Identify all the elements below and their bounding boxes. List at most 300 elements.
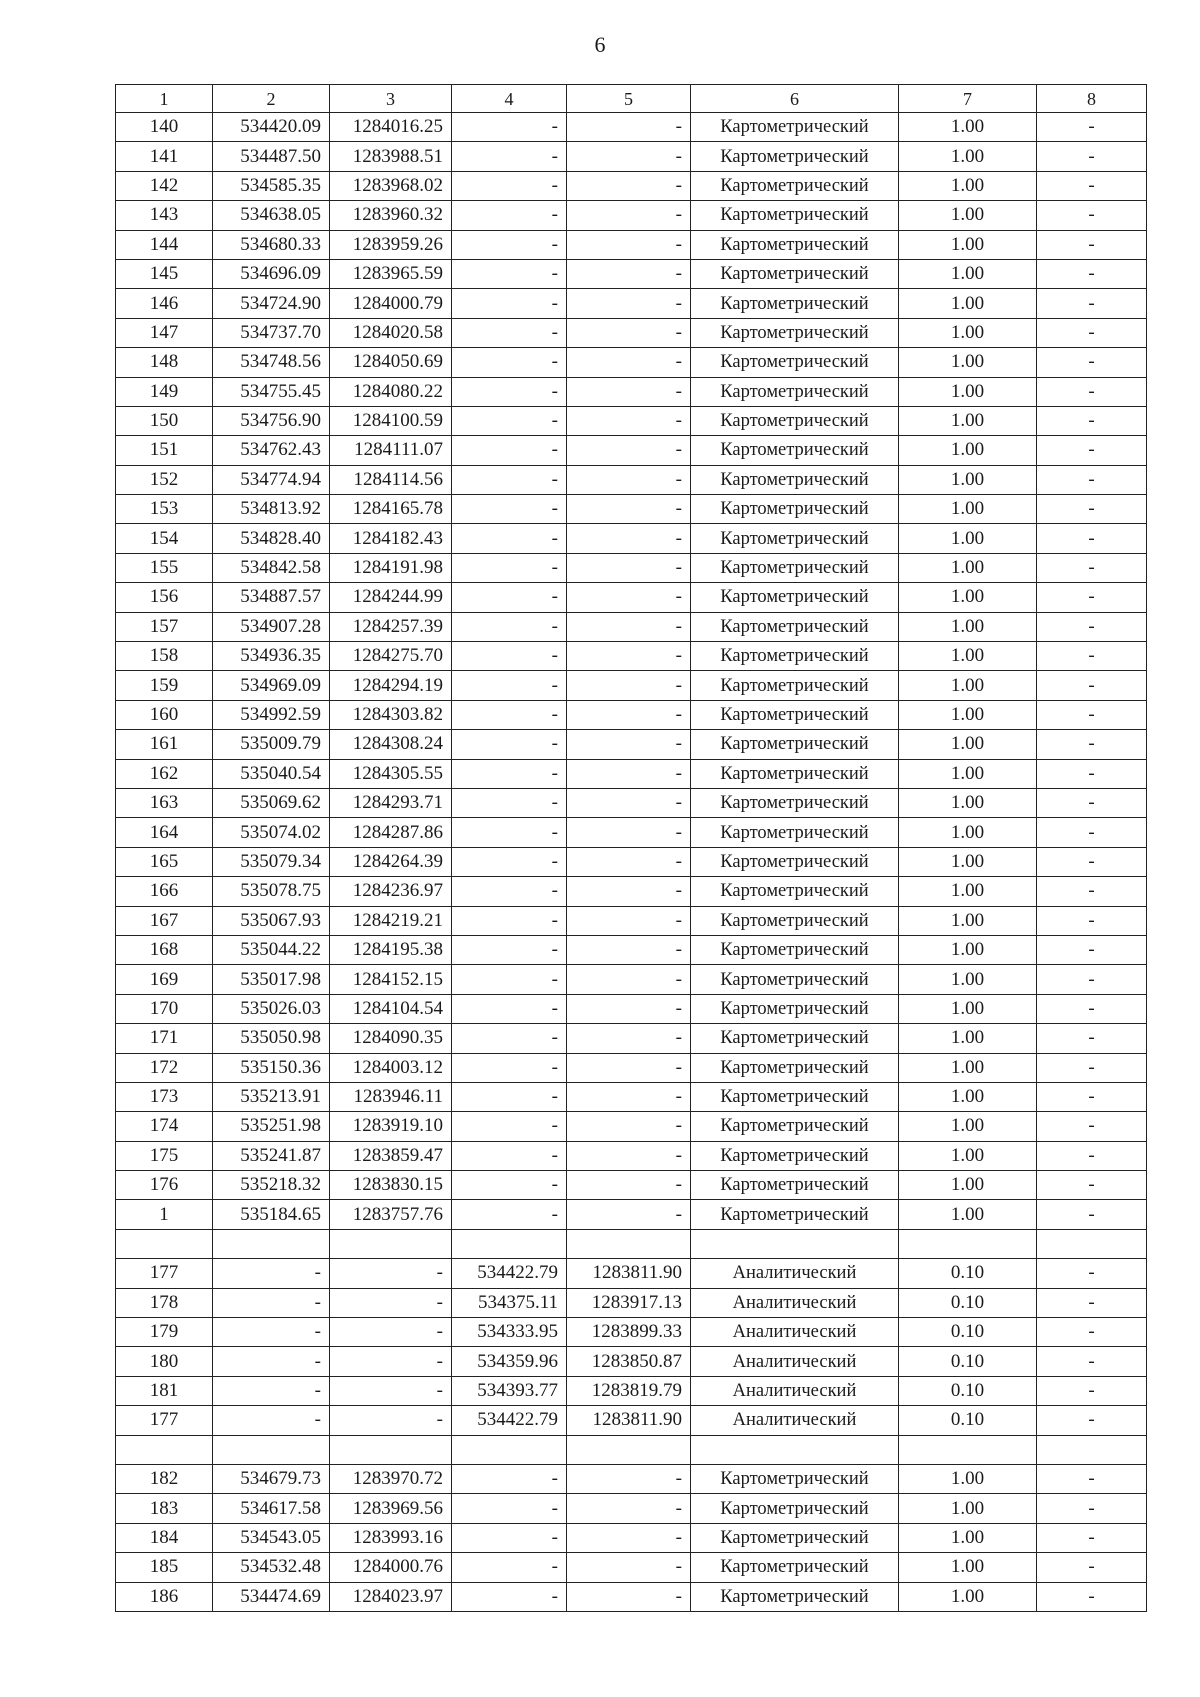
x-new-cell: 534422.79 [452, 1259, 567, 1288]
y-new-cell: - [567, 1494, 691, 1523]
point-number-cell: 165 [116, 847, 213, 876]
accuracy-cell: 1.00 [899, 1053, 1037, 1082]
accuracy-cell: 1.00 [899, 583, 1037, 612]
description-cell: - [1037, 318, 1147, 347]
x-coordinate-cell [213, 1229, 330, 1258]
method-cell: Картометрический [691, 700, 899, 729]
y-coordinate-cell: 1284305.55 [330, 759, 452, 788]
x-coordinate-cell: - [213, 1318, 330, 1347]
table-row [116, 1259, 1147, 1288]
table-row [116, 671, 1147, 700]
table-row [116, 759, 1147, 788]
point-number-cell: 150 [116, 406, 213, 435]
point-number-cell: 172 [116, 1053, 213, 1082]
table-row [116, 1553, 1147, 1582]
x-coordinate-cell: 535017.98 [213, 965, 330, 994]
x-coordinate-cell: 535050.98 [213, 1024, 330, 1053]
x-new-cell: - [452, 583, 567, 612]
method-cell [691, 1435, 899, 1464]
y-new-cell: - [567, 553, 691, 582]
method-cell: Картометрический [691, 1582, 899, 1611]
method-cell: Аналитический [691, 1347, 899, 1376]
accuracy-cell: 1.00 [899, 730, 1037, 759]
table-row [116, 1318, 1147, 1347]
x-coordinate-cell: - [213, 1347, 330, 1376]
y-new-cell: - [567, 113, 691, 142]
description-cell [1037, 1229, 1147, 1258]
y-coordinate-cell: 1284275.70 [330, 642, 452, 671]
accuracy-cell: 1.00 [899, 1082, 1037, 1111]
accuracy-cell: 0.10 [899, 1318, 1037, 1347]
description-cell: - [1037, 465, 1147, 494]
accuracy-cell: 1.00 [899, 1171, 1037, 1200]
table-row [116, 201, 1147, 230]
y-coordinate-cell: 1283960.32 [330, 201, 452, 230]
method-cell: Картометрический [691, 259, 899, 288]
point-number-cell: 175 [116, 1141, 213, 1170]
description-cell: - [1037, 113, 1147, 142]
y-coordinate-cell: 1283757.76 [330, 1200, 452, 1229]
y-coordinate-cell: 1284111.07 [330, 436, 452, 465]
table-row [116, 1171, 1147, 1200]
y-new-cell: - [567, 524, 691, 553]
method-cell: Картометрический [691, 495, 899, 524]
description-cell: - [1037, 1082, 1147, 1111]
y-coordinate-cell: 1284003.12 [330, 1053, 452, 1082]
x-coordinate-cell: 535040.54 [213, 759, 330, 788]
description-cell: - [1037, 818, 1147, 847]
y-coordinate-cell: 1284219.21 [330, 906, 452, 935]
method-cell [691, 1229, 899, 1258]
point-number-cell: 140 [116, 113, 213, 142]
method-cell: Картометрический [691, 1464, 899, 1493]
x-new-cell: - [452, 1200, 567, 1229]
coordinates-table [115, 84, 1147, 1612]
x-coordinate-cell: 535150.36 [213, 1053, 330, 1082]
accuracy-cell: 1.00 [899, 1582, 1037, 1611]
accuracy-cell: 1.00 [899, 847, 1037, 876]
point-number-cell: 185 [116, 1553, 213, 1582]
point-number-cell: 145 [116, 259, 213, 288]
x-new-cell: 534393.77 [452, 1376, 567, 1405]
y-coordinate-cell: - [330, 1376, 452, 1405]
table-row [116, 1229, 1147, 1258]
point-number-cell [116, 1435, 213, 1464]
table-row [116, 524, 1147, 553]
y-new-cell: - [567, 1053, 691, 1082]
description-cell [1037, 1435, 1147, 1464]
table-row [116, 1582, 1147, 1611]
y-new-cell: - [567, 994, 691, 1023]
accuracy-cell: 1.00 [899, 1200, 1037, 1229]
y-coordinate-cell: 1284114.56 [330, 465, 452, 494]
x-coordinate-cell: 534617.58 [213, 1494, 330, 1523]
y-new-cell: 1283917.13 [567, 1288, 691, 1317]
accuracy-cell: 1.00 [899, 436, 1037, 465]
y-coordinate-cell: 1284104.54 [330, 994, 452, 1023]
x-new-cell: - [452, 465, 567, 494]
accuracy-cell: 1.00 [899, 877, 1037, 906]
table-row [116, 730, 1147, 759]
description-cell: - [1037, 759, 1147, 788]
y-new-cell: 1283811.90 [567, 1259, 691, 1288]
y-new-cell: - [567, 1582, 691, 1611]
x-coordinate-cell: 534679.73 [213, 1464, 330, 1493]
description-cell: - [1037, 142, 1147, 171]
y-coordinate-cell: 1284000.79 [330, 289, 452, 318]
x-new-cell: 534359.96 [452, 1347, 567, 1376]
point-number-cell: 149 [116, 377, 213, 406]
accuracy-cell: 1.00 [899, 230, 1037, 259]
method-cell: Картометрический [691, 524, 899, 553]
y-new-cell: - [567, 1024, 691, 1053]
y-new-cell [567, 1229, 691, 1258]
y-coordinate-cell: 1284165.78 [330, 495, 452, 524]
page-number: 6 [594, 32, 606, 57]
method-cell: Картометрический [691, 1494, 899, 1523]
method-cell: Картометрический [691, 877, 899, 906]
table-row [116, 1376, 1147, 1405]
x-new-cell [452, 1435, 567, 1464]
description-cell: - [1037, 1347, 1147, 1376]
y-coordinate-cell: 1283993.16 [330, 1523, 452, 1552]
y-new-cell: - [567, 847, 691, 876]
method-cell: Аналитический [691, 1259, 899, 1288]
x-coordinate-cell: 534543.05 [213, 1523, 330, 1552]
table-row [116, 289, 1147, 318]
y-new-cell: - [567, 583, 691, 612]
x-new-cell: - [452, 553, 567, 582]
y-new-cell: - [567, 965, 691, 994]
y-coordinate-cell: 1283988.51 [330, 142, 452, 171]
point-number-cell [116, 1229, 213, 1258]
description-cell: - [1037, 1553, 1147, 1582]
point-number-cell: 156 [116, 583, 213, 612]
table-row [116, 1288, 1147, 1317]
table-row [116, 142, 1147, 171]
point-number-cell: 177 [116, 1259, 213, 1288]
x-new-cell: - [452, 700, 567, 729]
y-new-cell: 1283819.79 [567, 1376, 691, 1405]
method-cell: Картометрический [691, 612, 899, 641]
x-new-cell: - [452, 1523, 567, 1552]
x-coordinate-cell: - [213, 1259, 330, 1288]
accuracy-cell: 1.00 [899, 642, 1037, 671]
description-cell: - [1037, 642, 1147, 671]
accuracy-cell: 0.10 [899, 1347, 1037, 1376]
y-coordinate-cell: 1284264.39 [330, 847, 452, 876]
x-new-cell: - [452, 201, 567, 230]
method-cell: Картометрический [691, 935, 899, 964]
y-new-cell: - [567, 171, 691, 200]
table-row [116, 1494, 1147, 1523]
description-cell: - [1037, 406, 1147, 435]
point-number-cell: 161 [116, 730, 213, 759]
point-number-cell: 157 [116, 612, 213, 641]
x-coordinate-cell: 535078.75 [213, 877, 330, 906]
x-coordinate-cell: 535026.03 [213, 994, 330, 1023]
x-new-cell: - [452, 642, 567, 671]
column-header: 4 [452, 85, 567, 113]
accuracy-cell: 1.00 [899, 818, 1037, 847]
point-number-cell: 183 [116, 1494, 213, 1523]
point-number-cell: 176 [116, 1171, 213, 1200]
x-new-cell: 534333.95 [452, 1318, 567, 1347]
description-cell: - [1037, 1053, 1147, 1082]
method-cell: Картометрический [691, 171, 899, 200]
x-coordinate-cell: 534585.35 [213, 171, 330, 200]
y-new-cell: - [567, 1082, 691, 1111]
x-coordinate-cell [213, 1435, 330, 1464]
method-cell: Картометрический [691, 906, 899, 935]
method-cell: Картометрический [691, 289, 899, 318]
table-row [116, 1112, 1147, 1141]
accuracy-cell: 1.00 [899, 289, 1037, 318]
accuracy-cell: 0.10 [899, 1259, 1037, 1288]
accuracy-cell [899, 1229, 1037, 1258]
accuracy-cell: 1.00 [899, 553, 1037, 582]
column-header: 5 [567, 85, 691, 113]
accuracy-cell: 1.00 [899, 1141, 1037, 1170]
x-new-cell: - [452, 230, 567, 259]
y-new-cell: - [567, 1171, 691, 1200]
accuracy-cell: 1.00 [899, 1523, 1037, 1552]
point-number-cell: 155 [116, 553, 213, 582]
x-coordinate-cell: 534907.28 [213, 612, 330, 641]
method-cell: Картометрический [691, 348, 899, 377]
accuracy-cell: 1.00 [899, 259, 1037, 288]
accuracy-cell: 1.00 [899, 142, 1037, 171]
y-coordinate-cell: 1283859.47 [330, 1141, 452, 1170]
accuracy-cell: 0.10 [899, 1376, 1037, 1405]
y-new-cell: - [567, 818, 691, 847]
description-cell: - [1037, 847, 1147, 876]
accuracy-cell: 1.00 [899, 1112, 1037, 1141]
y-new-cell: - [567, 877, 691, 906]
x-new-cell: - [452, 1024, 567, 1053]
x-new-cell: - [452, 1082, 567, 1111]
table-row [116, 877, 1147, 906]
point-number-cell: 178 [116, 1288, 213, 1317]
table-row [116, 994, 1147, 1023]
y-coordinate-cell: 1284294.19 [330, 671, 452, 700]
method-cell: Картометрический [691, 671, 899, 700]
method-cell: Картометрический [691, 1024, 899, 1053]
x-coordinate-cell: 534992.59 [213, 700, 330, 729]
y-new-cell: - [567, 642, 691, 671]
point-number-cell: 147 [116, 318, 213, 347]
x-coordinate-cell: 534487.50 [213, 142, 330, 171]
x-coordinate-cell: 534774.94 [213, 465, 330, 494]
method-cell: Аналитический [691, 1376, 899, 1405]
description-cell: - [1037, 730, 1147, 759]
point-number-cell: 168 [116, 935, 213, 964]
accuracy-cell: 1.00 [899, 495, 1037, 524]
x-new-cell: - [452, 818, 567, 847]
y-new-cell: - [567, 1553, 691, 1582]
description-cell: - [1037, 230, 1147, 259]
x-coordinate-cell: - [213, 1288, 330, 1317]
description-cell: - [1037, 877, 1147, 906]
table-row [116, 113, 1147, 142]
method-cell: Картометрический [691, 377, 899, 406]
table-row [116, 259, 1147, 288]
x-new-cell: - [452, 1553, 567, 1582]
description-cell: - [1037, 1582, 1147, 1611]
y-new-cell: - [567, 1200, 691, 1229]
accuracy-cell: 1.00 [899, 1553, 1037, 1582]
x-new-cell: - [452, 612, 567, 641]
x-new-cell: - [452, 377, 567, 406]
x-new-cell: - [452, 289, 567, 318]
x-coordinate-cell: 534887.57 [213, 583, 330, 612]
table-row [116, 1082, 1147, 1111]
accuracy-cell: 1.00 [899, 171, 1037, 200]
y-coordinate-cell: 1284195.38 [330, 935, 452, 964]
y-coordinate-cell: 1284191.98 [330, 553, 452, 582]
method-cell: Картометрический [691, 730, 899, 759]
point-number-cell: 180 [116, 1347, 213, 1376]
table-row [116, 318, 1147, 347]
accuracy-cell: 1.00 [899, 759, 1037, 788]
accuracy-cell: 1.00 [899, 465, 1037, 494]
table-row [116, 935, 1147, 964]
description-cell: - [1037, 1406, 1147, 1435]
y-new-cell: - [567, 436, 691, 465]
method-cell: Картометрический [691, 318, 899, 347]
description-cell: - [1037, 524, 1147, 553]
table-row [116, 965, 1147, 994]
y-new-cell: - [567, 201, 691, 230]
point-number-cell: 173 [116, 1082, 213, 1111]
y-coordinate-cell: 1284257.39 [330, 612, 452, 641]
description-cell: - [1037, 994, 1147, 1023]
y-coordinate-cell: 1284308.24 [330, 730, 452, 759]
x-new-cell: - [452, 906, 567, 935]
table-row [116, 700, 1147, 729]
accuracy-cell: 1.00 [899, 994, 1037, 1023]
y-coordinate-cell: 1283968.02 [330, 171, 452, 200]
y-coordinate-cell: 1284244.99 [330, 583, 452, 612]
x-coordinate-cell: 534828.40 [213, 524, 330, 553]
x-coordinate-cell: 535218.32 [213, 1171, 330, 1200]
accuracy-cell: 1.00 [899, 965, 1037, 994]
description-cell: - [1037, 906, 1147, 935]
point-number-cell: 142 [116, 171, 213, 200]
x-new-cell: - [452, 877, 567, 906]
accuracy-cell: 1.00 [899, 700, 1037, 729]
y-coordinate-cell: 1284100.59 [330, 406, 452, 435]
y-coordinate-cell: 1284152.15 [330, 965, 452, 994]
x-coordinate-cell: 534756.90 [213, 406, 330, 435]
table-row [116, 436, 1147, 465]
point-number-cell: 144 [116, 230, 213, 259]
x-new-cell: - [452, 788, 567, 817]
point-number-cell: 184 [116, 1523, 213, 1552]
y-coordinate-cell: 1283959.26 [330, 230, 452, 259]
y-coordinate-cell: 1284080.22 [330, 377, 452, 406]
accuracy-cell: 1.00 [899, 935, 1037, 964]
y-coordinate-cell: 1284020.58 [330, 318, 452, 347]
method-cell: Картометрический [691, 113, 899, 142]
accuracy-cell: 1.00 [899, 524, 1037, 553]
x-coordinate-cell: 534420.09 [213, 113, 330, 142]
x-new-cell: - [452, 495, 567, 524]
description-cell: - [1037, 495, 1147, 524]
method-cell: Картометрический [691, 994, 899, 1023]
method-cell: Картометрический [691, 142, 899, 171]
x-coordinate-cell: 535009.79 [213, 730, 330, 759]
description-cell: - [1037, 348, 1147, 377]
x-new-cell: 534422.79 [452, 1406, 567, 1435]
description-cell: - [1037, 171, 1147, 200]
point-number-cell: 162 [116, 759, 213, 788]
description-cell: - [1037, 1288, 1147, 1317]
y-coordinate-cell: 1284303.82 [330, 700, 452, 729]
point-number-cell: 171 [116, 1024, 213, 1053]
method-cell: Картометрический [691, 406, 899, 435]
y-new-cell: - [567, 906, 691, 935]
y-new-cell: - [567, 671, 691, 700]
y-new-cell: - [567, 230, 691, 259]
table-row [116, 1435, 1147, 1464]
x-new-cell: - [452, 994, 567, 1023]
method-cell: Картометрический [691, 642, 899, 671]
y-new-cell: - [567, 788, 691, 817]
y-new-cell: - [567, 318, 691, 347]
table-row [116, 377, 1147, 406]
table-row [116, 788, 1147, 817]
table-row [116, 1406, 1147, 1435]
x-coordinate-cell: - [213, 1406, 330, 1435]
description-cell: - [1037, 201, 1147, 230]
point-number-cell: 166 [116, 877, 213, 906]
method-cell: Картометрический [691, 553, 899, 582]
y-coordinate-cell: 1284023.97 [330, 1582, 452, 1611]
table-row [116, 406, 1147, 435]
y-new-cell: - [567, 935, 691, 964]
accuracy-cell [899, 1435, 1037, 1464]
table-row [116, 1053, 1147, 1082]
y-coordinate-cell: 1283830.15 [330, 1171, 452, 1200]
x-coordinate-cell: 534936.35 [213, 642, 330, 671]
x-coordinate-cell: 534638.05 [213, 201, 330, 230]
description-cell: - [1037, 700, 1147, 729]
x-new-cell: - [452, 1053, 567, 1082]
x-coordinate-cell: 534737.70 [213, 318, 330, 347]
x-new-cell: - [452, 1171, 567, 1200]
y-new-cell: 1283850.87 [567, 1347, 691, 1376]
table-body [116, 85, 1147, 1612]
x-coordinate-cell: 534748.56 [213, 348, 330, 377]
x-new-cell: - [452, 524, 567, 553]
point-number-cell: 148 [116, 348, 213, 377]
y-new-cell [567, 1435, 691, 1464]
x-new-cell: - [452, 1141, 567, 1170]
y-coordinate-cell: 1284090.35 [330, 1024, 452, 1053]
point-number-cell: 151 [116, 436, 213, 465]
method-cell: Картометрический [691, 788, 899, 817]
y-coordinate-cell: - [330, 1259, 452, 1288]
point-number-cell: 174 [116, 1112, 213, 1141]
x-coordinate-cell: 535251.98 [213, 1112, 330, 1141]
x-coordinate-cell: 534724.90 [213, 289, 330, 318]
table-row [116, 818, 1147, 847]
method-cell: Картометрический [691, 1082, 899, 1111]
x-new-cell: - [452, 318, 567, 347]
y-new-cell: - [567, 612, 691, 641]
accuracy-cell: 1.00 [899, 1024, 1037, 1053]
